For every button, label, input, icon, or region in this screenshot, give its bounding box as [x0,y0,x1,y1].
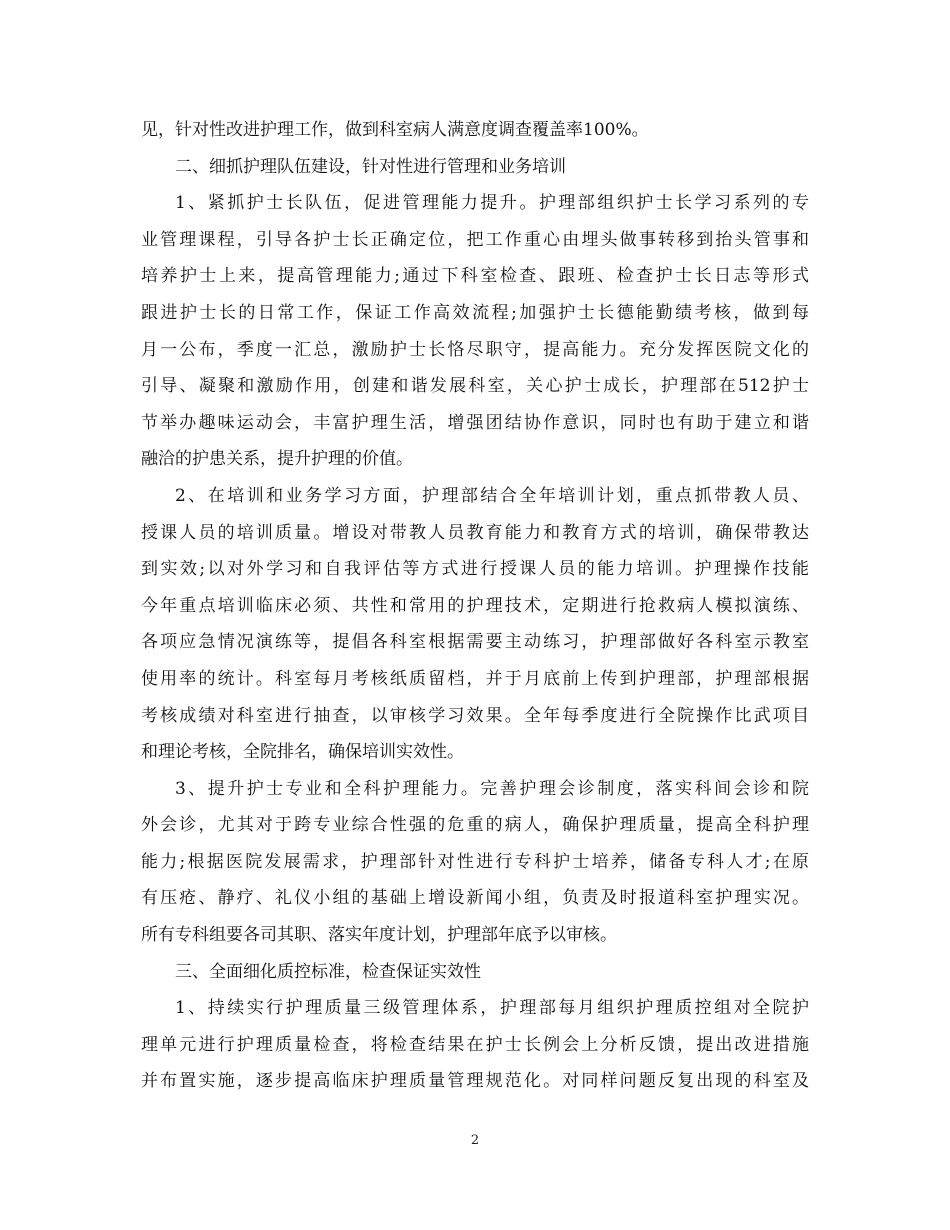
text-line: 今年重点培训临床必须、共性和常用的护理技术，定期进行抢救病人模拟演练、 [141,595,809,616]
text-line: 培养护士上来，提高管理能力;通过下科室检查、跟班、检查护士长日志等形式 [141,266,809,287]
text-line: 见，针对性改进护理工作，做到科室病人满意度调查覆盖率100%。 [141,120,649,140]
text-line: 各项应急情况演练等，提倡各科室根据需要主动练习，护理部做好各科室示教室 [141,632,809,653]
text-line: 2、在培训和业务学习方面，护理部结合全年培训计划，重点抓带教人员、 [175,485,809,506]
text-line: 外会诊，尤其对于跨专业综合性强的危重的病人，确保护理质量，提高全科护理 [141,815,809,836]
text-line: 有压疮、静疗、礼仪小组的基础上增设新闻小组，负责及时报道科室护理实况。 [141,888,809,909]
text-line: 节举办趣味运动会，丰富护理生活，增强团结协作意识，同时也有助于建立和谐 [141,412,809,433]
text-line: 考核成绩对科室进行抽查，以审核学习效果。全年每季度进行全院操作比武项目 [141,705,809,726]
document-body [141,112,809,1100]
text-line: 1、持续实行护理质量三级管理体系，护理部每月组织护理质控组对全院护 [175,998,809,1019]
text-line: 引导、凝聚和激励作用，创建和谐发展科室，关心护士成长，护理部在512护士 [141,376,809,397]
text-line: 能力;根据医院发展需求，护理部针对性进行专科护士培养，储备专科人才;在原 [141,851,809,872]
text-line: 跟进护士长的日常工作，保证工作高效流程;加强护士长德能勤绩考核，做到每 [141,302,809,323]
text-line: 二、细抓护理队伍建设，针对性进行管理和业务培训 [175,156,566,177]
text-line: 月一公布，季度一汇总，激励护士长恪尽职守，提高能力。充分发挥医院文化的 [141,339,809,360]
text-line: 并布置实施，逐步提高临床护理质量管理规范化。对同样问题反复出现的科室及 [141,1071,809,1092]
text-line: 到实效;以对外学习和自我评估等方式进行授课人员的能力培训。护理操作技能 [141,559,809,580]
page-number: 2 [470,1133,480,1148]
text-line: 1、紧抓护士长队伍，促进管理能力提升。护理部组织护士长学习系列的专 [175,193,809,214]
text-line: 三、全面细化质控标准，检查保证实效性 [175,961,481,982]
text-line: 和理论考核，全院排名，确保培训实效性。 [141,742,464,763]
text-line: 使用率的统计。科室每月考核纸质留档，并于月底前上传到护理部，护理部根据 [141,668,809,689]
text-line: 所有专科组要各司其职、落实年度计划，护理部年底予以审核。 [141,925,617,946]
text-line: 3、提升护士专业和全科护理能力。完善护理会诊制度，落实科间会诊和院 [175,778,809,799]
text-line: 业管理课程，引导各护士长正确定位，把工作重心由埋头做事转移到抬头管事和 [141,229,809,250]
text-line: 融洽的护患关系，提升护理的价值。 [141,449,413,470]
text-line: 授课人员的培训质量。增设对带教人员教育能力和教育方式的培训，确保带教达 [141,522,809,543]
text-line: 理单元进行护理质量检查，将检查结果在护士长例会上分析反馈，提出改进措施 [141,1034,809,1055]
